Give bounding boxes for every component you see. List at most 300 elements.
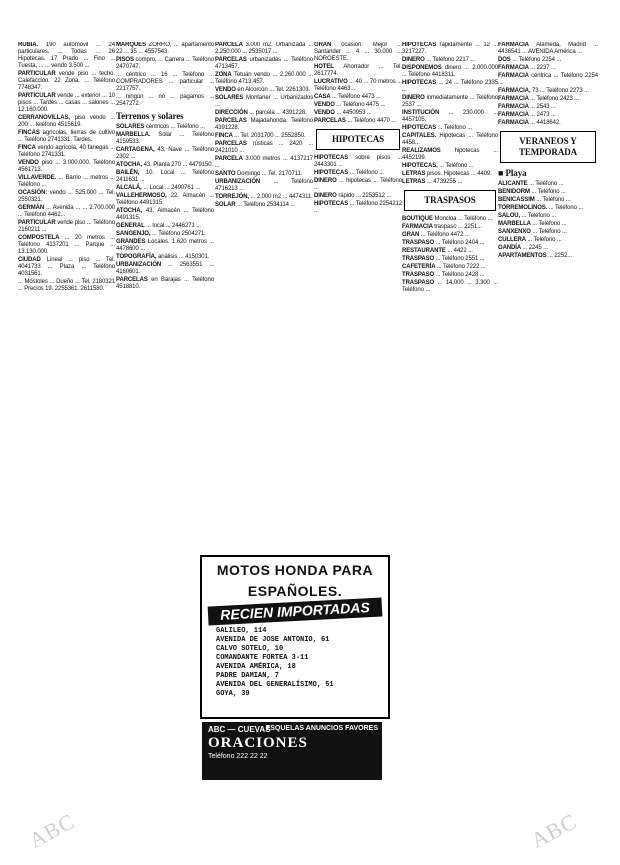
ad-keyword: COMPOSTELA <box>18 235 65 241</box>
ad-text: ... 40 ... 70 metros ... Teléfono 4463... <box>314 79 402 92</box>
ad-keyword: DINERO <box>314 193 339 199</box>
classified-ad <box>314 155 402 169</box>
ad-keyword: BENICASSIM <box>498 197 537 203</box>
ad-keyword: TRASPASO <box>402 256 436 262</box>
ad-keyword: GERMÁN <box>18 205 47 211</box>
ad-keyword: DISPONEMOS <box>402 65 445 71</box>
ad-text: vende ... exterior ... 10 pisos ... Tardes ... casas ... salones ... 12.160.000. <box>18 93 115 113</box>
ad-text: ... 2245 ... <box>522 245 548 251</box>
ad-text: ... Teléfono 4475 ... <box>336 102 386 108</box>
classified-ad <box>402 148 498 162</box>
ad-keyword: TOPOGRAFÍA, <box>116 254 159 260</box>
classified-ad <box>18 175 115 189</box>
ad-text: en Alcorcón ... Tel. 2261303. <box>237 87 311 93</box>
classified-ad <box>314 79 402 93</box>
ad-text: vendo ... 525.000 ... Tel. 2550321. <box>18 190 115 203</box>
ad-keyword: RUBIA. <box>18 42 46 48</box>
classified-ad <box>215 72 313 86</box>
classified-ad <box>402 80 498 94</box>
classified-ad <box>314 64 402 78</box>
ad-text: sobre pisos ... 2443301 ... <box>314 155 402 168</box>
classified-ad <box>498 112 598 119</box>
ad-keyword: TRASPASO <box>402 240 436 246</box>
ad-text: ... ningún ... no ... pagamos ... 2547272. <box>116 94 214 107</box>
ad-keyword: CIUDAD <box>18 257 47 263</box>
classified-ad <box>116 57 214 71</box>
classified-ad <box>498 197 598 204</box>
classified-ad <box>498 237 598 244</box>
ad-text: 10. Local ... Teléfono 2411631 ... <box>116 170 214 183</box>
ad-keyword: HIPOTECAS, <box>402 163 440 169</box>
ad-keyword: DINERO <box>402 95 427 101</box>
ad-keyword: FARMACIA <box>498 73 532 79</box>
ad-text: análisis ... 4150301. <box>158 254 210 260</box>
abc-watermark-left: ABC <box>24 808 80 853</box>
ad-text: ... Teléfono ... <box>349 170 384 176</box>
ad-keyword: VENDO <box>314 102 337 108</box>
classified-ad <box>215 141 313 155</box>
classified-ad <box>498 253 598 260</box>
ad-keyword: PARTICULAR <box>18 220 58 226</box>
ad-keyword: CARTAGENA, <box>116 147 158 153</box>
ad-keyword: DOS <box>498 57 513 63</box>
column-5 <box>402 42 498 842</box>
ad-keyword: SANXENXO <box>498 229 533 235</box>
ad-text: 22. Almacén ... Teléfono 4491315. <box>116 193 214 206</box>
ad-text: ... Teléfono 4473 ... <box>331 94 381 100</box>
classified-ad <box>116 185 214 192</box>
column-2 <box>116 42 214 842</box>
ad-keyword: FINCAS <box>18 130 43 136</box>
ad-text: 43. Planta 270 ... 4479150. <box>143 162 214 168</box>
ad-text: ... Teléfono 2217 ... <box>426 57 476 63</box>
classified-ad <box>402 125 498 132</box>
ad-keyword: PARCELAS <box>215 118 251 124</box>
honda-address: COMANDANTE FORTEA 3-11 <box>216 654 309 662</box>
classified-ad <box>402 42 498 56</box>
classified-ad <box>498 229 598 236</box>
classified-ad <box>116 239 214 253</box>
ad-keyword: APARTAMENTOS <box>498 253 549 259</box>
ad-keyword: PARCELAS <box>215 141 253 147</box>
ad-text: Majadahonda. Teléfono 4391228. <box>215 118 313 131</box>
ad-text: Montaner ... Urbanizados ... <box>215 95 313 108</box>
classified-ad <box>498 42 598 56</box>
classified-ad <box>116 208 214 222</box>
ad-text: ... 20 metros ... Teléfono 4137201 ... Parque ... 13.130.000. <box>18 235 115 255</box>
ad-keyword: HIPOTECAS <box>402 80 439 86</box>
abc-ad-top: ABC — CUEVAS <box>208 725 271 734</box>
ad-text: ... 14.000 ... 3.300 ... Teléfono ... <box>402 280 498 293</box>
section-box-veraneos: VERANEOS Y TEMPORADA <box>500 131 596 163</box>
classified-ad <box>402 248 498 255</box>
classified-ad <box>314 94 402 101</box>
ad-text: rápido ... 2253512 ... <box>338 193 392 199</box>
ad-keyword: DINERO <box>314 178 340 184</box>
classified-ad <box>215 87 313 94</box>
classified-ad <box>116 94 214 108</box>
ad-keyword: PARCELAS <box>215 57 250 63</box>
ad-text: rústicas ... 2420 ... 2421010 ... <box>215 141 313 154</box>
classified-ad <box>314 110 402 117</box>
ad-text: ocasión. Mejor ... Santander ... 4 ... 30.000 ... NOROESTE. <box>314 42 402 62</box>
classified-ad <box>116 170 214 184</box>
column-6 <box>498 42 598 842</box>
ad-keyword: CASA <box>314 94 332 100</box>
ad-keyword: GANDÍA <box>498 245 523 251</box>
ad-keyword: CAFETERÍA <box>402 264 437 270</box>
ad-text: vende piso ... techo. Calefacción. 22 Zona. ... Teléfono 7748347. <box>18 71 115 91</box>
ad-keyword: MARQUÉS <box>116 42 149 48</box>
ad-text: ... 24 ... Teléfono 2335 ... <box>402 80 498 93</box>
classified-ad <box>116 124 214 131</box>
ad-keyword: VENDO <box>215 87 238 93</box>
ad-text: ... Teléfono 2404 ... <box>435 240 485 246</box>
honda-address: GALILEO, 114 <box>216 627 267 635</box>
classified-ad <box>314 201 402 215</box>
ad-keyword: CULLERA <box>498 237 528 243</box>
classified-ad <box>498 96 598 103</box>
ad-text: Locales. 1.620 metros ... 4478600 ... <box>116 239 214 252</box>
column-1 <box>18 42 115 842</box>
ad-keyword: PARTICULAR <box>18 71 59 77</box>
ad-text: dinero ... 2.000.000 ... Teléfono 4418311. <box>402 65 498 78</box>
honda-ad-addresses <box>216 627 378 699</box>
ad-keyword: GRAN <box>314 42 342 48</box>
ad-keyword: TRASPASO <box>402 272 436 278</box>
ad-keyword: MARBELLA. <box>116 132 159 138</box>
ad-keyword: SALOU, <box>498 213 522 219</box>
ad-keyword: FARMACIA <box>498 120 531 126</box>
honda-ad-line1: MOTOS HONDA PARA <box>216 562 374 578</box>
classified-ad <box>116 147 214 161</box>
ad-keyword: FARMACIA <box>498 104 531 110</box>
classified-ad <box>215 179 313 193</box>
ad-text: ... Tel. 2031700 ... 2552850. <box>234 133 306 139</box>
ad-keyword: PARCELAS <box>314 118 348 124</box>
ad-text: pisos. Hipotecas ... 4409. <box>426 171 492 177</box>
classified-ad <box>116 254 214 261</box>
ad-text: 73 ... Teléfono 2273 ... <box>532 88 589 94</box>
ad-text: ... Barrio ... metros ... Teléfono ... <box>18 175 115 188</box>
ad-keyword: REALIZAMOS <box>402 148 455 154</box>
ad-text: ... 4450953 ... <box>336 110 372 116</box>
ad-keyword: CAPITALES. <box>402 133 440 139</box>
abc-watermark-right: ABC <box>526 808 582 853</box>
ad-keyword: LUCRATIVO <box>314 79 350 85</box>
ad-keyword: SOLARES <box>215 95 246 101</box>
ad-text: ... Teléfono ... <box>529 181 564 187</box>
ad-keyword: LETRAS <box>402 179 427 185</box>
classified-ad <box>402 133 498 147</box>
classified-ad <box>402 95 498 109</box>
ad-text: Domingo ... Tel. 2170711. <box>236 171 303 177</box>
ad-keyword: ATOCHA, <box>116 162 144 168</box>
ad-text: Tetuán vendo ... 2.260.000 ... Teléfono 4713.457. <box>215 72 313 85</box>
classified-ad <box>402 110 498 124</box>
ad-text: Lineal ... piso ... Tel. 4041733 ... Plaza ... Teléfono 4031561. <box>18 257 115 277</box>
honda-address: AVENIDA DE JOSE ANTONIO, 61 <box>216 636 330 644</box>
ad-text: ZORRO, ... apartamento 22 ... 35 ... 4557543. <box>116 42 214 55</box>
ad-text: hipotecas ... 4452199. <box>402 148 498 161</box>
ad-text: 3.000 m2. Urbanizada ... 2.250.000 ... 2535017 ... <box>215 42 313 55</box>
ad-text: ... 2563551 ... 4160601. <box>116 262 214 275</box>
ad-keyword: PARCELA <box>215 156 246 162</box>
classified-ad <box>18 235 115 256</box>
classified-ad <box>18 205 115 219</box>
ad-text: 3.000 metros ... 4137217 ... <box>215 156 313 169</box>
classified-ad <box>116 162 214 169</box>
ad-text: ... 4739255 ... <box>426 179 463 185</box>
ad-keyword: ALICANTE <box>498 181 530 187</box>
classified-ad <box>402 171 498 178</box>
honda-ad-line2: ESPAÑOLES. <box>247 583 343 599</box>
ad-text: ... Teléfono ... <box>437 125 472 131</box>
ad-text: ... Teléfono 4470 ... <box>347 118 397 124</box>
abc-oraciones-ad <box>202 722 382 780</box>
honda-ad-banner: RECIEN IMPORTADAS <box>208 597 383 625</box>
ad-keyword: INSTITUCIÓN <box>402 110 449 116</box>
ad-keyword: SOLARES <box>116 124 146 130</box>
ad-text: ... Local ... 2490761 ... <box>143 185 201 191</box>
section-heading-terrenos: Terrenos y solares <box>116 111 184 121</box>
classified-ad <box>402 163 498 170</box>
ad-text: ... Teléfono 2551 ... <box>435 256 485 262</box>
ad-keyword: URBANIZACIÓN <box>116 262 169 268</box>
classified-ad <box>314 42 402 63</box>
honda-address: AVENIDA DEL GENERALÍSIMO, 51 <box>216 681 334 689</box>
ad-text: urbanizadas ... Teléfono 4713457. <box>215 57 313 70</box>
ad-text: Solar ... Teléfono 4159533. <box>116 132 214 145</box>
ad-text: ... Teléfono 2254212 ... <box>314 201 402 214</box>
classified-ad <box>215 171 313 178</box>
ad-keyword: FINCA <box>215 133 235 139</box>
classified-ad <box>314 102 402 109</box>
ad-text: ... Móstoles ... Dueño ... Tel. 2180321 ... Precios 19. 2255361. 2611580. <box>18 279 115 292</box>
column-3 <box>215 42 313 597</box>
ad-text: ... 230.000 ... 4457105. <box>402 110 498 123</box>
classified-ad <box>498 104 598 111</box>
section-box-hipotecas: HIPOTECAS <box>316 129 400 150</box>
classified-ad <box>116 262 214 276</box>
ad-text: piso vendo ... 200 ... teléfono 4515619. <box>18 115 115 128</box>
ad-text: ... 4422 ... <box>447 248 473 254</box>
ad-text: Ahorrador ... Tel. 2617774. <box>314 64 402 77</box>
classified-ad <box>402 280 498 294</box>
ad-keyword: ATOCHA, <box>116 208 146 214</box>
ad-keyword: RESTAURANTE <box>402 248 448 254</box>
classified-ad <box>498 245 598 252</box>
classified-ad <box>498 205 598 212</box>
honda-address: PADRE DAMIAN, 7 <box>216 672 280 680</box>
classified-ad <box>215 194 313 201</box>
ad-text: traspaso ... 2251... <box>434 224 482 230</box>
ad-keyword: GRAN <box>402 232 421 238</box>
ad-keyword: FARMACIA <box>498 112 531 118</box>
ad-text: piso ... 3.000.000. Teléfono 4561713. <box>18 160 115 173</box>
ad-keyword: FINCA <box>18 145 38 151</box>
honda-ad <box>200 555 390 719</box>
ad-keyword: OCASIÓN: <box>18 190 50 196</box>
ad-text: ... Teléfono ... <box>532 229 567 235</box>
ad-text: ... Teléfono ... <box>521 213 556 219</box>
ad-keyword: TORREJÓN, <box>215 194 251 200</box>
ad-keyword: BOUTIQUE <box>402 216 435 222</box>
ad-text: ... Teléfono 7222 ... <box>436 264 486 270</box>
section-box-traspasos: TRASPASOS <box>404 190 496 211</box>
ad-keyword: ZONA <box>215 72 235 78</box>
ad-keyword: ALCALÁ, <box>116 185 144 191</box>
classified-ad <box>498 88 598 95</box>
ad-keyword: PARCELA <box>215 42 246 48</box>
ad-keyword: HOTEL <box>314 64 344 70</box>
classified-ad <box>498 65 598 72</box>
ad-text: ... Teléfono 4472 ... <box>420 232 470 238</box>
classified-ad <box>116 193 214 207</box>
ad-text: ... 2543 ... <box>530 104 556 110</box>
ad-keyword: FARMACIA <box>498 42 537 48</box>
ad-text: Moncloa ... Teléfono ... <box>434 216 493 222</box>
classified-ad <box>314 170 402 177</box>
ad-text: ... Teléfono ... <box>532 221 567 227</box>
ad-text: ... Teléfono 2254 ... <box>512 57 562 63</box>
classified-ad <box>215 95 313 109</box>
ad-text: ... 2252... <box>548 253 572 259</box>
ad-text: ... hipotecas ... Teléfono ... <box>314 178 402 191</box>
ad-text: ... parcela ... 4391228. <box>249 110 307 116</box>
classified-ad <box>402 240 498 247</box>
ad-keyword: HIPOTECAS <box>314 155 356 161</box>
ad-keyword: DINERO <box>402 57 427 63</box>
honda-address: CALVO SOTELO, 10 <box>216 645 284 653</box>
ad-keyword: PARCELAS <box>116 277 152 283</box>
classified-ad <box>402 179 498 186</box>
section-heading-playa: ■ Playa <box>498 168 527 178</box>
ad-keyword: VENDO <box>314 110 337 116</box>
ad-text: vendo agrícola, 40 fanegas ... Teléfono 2741331. <box>18 145 115 158</box>
classified-ad <box>215 156 313 170</box>
ad-text: ... Teléfono ... <box>548 205 584 211</box>
classified-ad <box>18 130 115 144</box>
classified-ad <box>18 279 115 293</box>
classified-ad <box>402 57 498 64</box>
classified-ad <box>18 71 115 92</box>
classified-ad <box>116 72 214 93</box>
classified-ad <box>498 221 598 228</box>
ad-keyword: URBANIZACIÓN <box>215 179 274 185</box>
classified-ad <box>18 145 115 159</box>
classified-ad <box>314 118 402 125</box>
ad-text: Alameda, Madrid ... 4436541 ... AVENIDA América ... <box>498 42 598 55</box>
classified-ad <box>18 115 115 129</box>
classified-ad <box>402 232 498 239</box>
classified-ad <box>116 132 214 146</box>
ad-keyword: TRASPASO <box>402 280 438 286</box>
classified-ad <box>498 57 598 64</box>
ad-keyword: VENDO <box>18 160 42 166</box>
classified-ad <box>314 193 402 200</box>
classified-ad <box>498 213 598 220</box>
classified-ad <box>402 264 498 271</box>
ad-keyword: PISOS <box>116 57 136 63</box>
ad-text: ... céntrico ... 16 ... Teléfono ... COMPRADORES ... particular ... 2217757. <box>116 72 214 92</box>
classified-ad <box>402 256 498 263</box>
classified-ad <box>215 133 313 140</box>
classified-ad <box>314 178 402 192</box>
ad-keyword: SOLAR <box>215 202 238 208</box>
ad-text: ... Teléfono 2428 ... <box>435 272 485 278</box>
ad-keyword: GENERAL <box>116 223 147 229</box>
ad-text: inmediatamente ... Teléfono 2537 ... <box>402 95 498 108</box>
classified-ad <box>18 42 115 70</box>
ad-text: ... Teléfono 2423 ... <box>530 96 580 102</box>
ad-text: céntricos ... Teléfono ... <box>145 124 205 130</box>
playa-label: Playa <box>505 168 527 178</box>
ad-text: ... 2.000 m2 ... 4474311. <box>250 194 313 200</box>
classified-ad <box>215 57 313 71</box>
classified-ad <box>18 160 115 174</box>
ad-keyword: MARBELLA <box>498 221 533 227</box>
ad-keyword: VALLEHERMOSO, <box>116 193 171 199</box>
classified-ad <box>215 118 313 132</box>
classified-ad <box>18 93 115 114</box>
ad-keyword: FARMACIA <box>498 65 531 71</box>
ad-text: ... Teléfono 2504271. <box>152 231 206 237</box>
ad-text: céntrica ... Teléfono 2254 ... <box>498 73 598 86</box>
ad-keyword: FARMACIA <box>498 96 531 102</box>
abc-ad-phone: Teléfono 222 22 22 <box>208 753 268 760</box>
ad-text: ... 2237 ... <box>530 65 556 71</box>
classified-ad <box>116 42 214 56</box>
ad-text: ... local ... 2446271 ... <box>146 223 201 229</box>
ad-text: ... Avenida ... ... 2.700.000 ... Teléfono 4462... <box>18 205 115 218</box>
classified-ad <box>402 65 498 79</box>
ad-text: ... 4418642. <box>530 120 561 126</box>
ad-text: Hipotecas ... Teléfono 4458... <box>402 133 498 146</box>
ad-keyword: TORREMOLINOS. <box>498 205 549 211</box>
classified-ad <box>498 73 598 87</box>
classified-ad <box>498 189 598 196</box>
classified-ad <box>498 120 598 127</box>
ad-keyword: FARMACIA <box>402 224 435 230</box>
ad-keyword: HIPOTECAS <box>402 42 440 48</box>
honda-address: AVENIDA AMÉRICA, 18 <box>216 663 296 671</box>
ad-keyword: HIPOTECAS <box>314 170 350 176</box>
classified-ad <box>18 220 115 234</box>
classified-ad <box>402 272 498 279</box>
ad-text: ... Teléfono ... <box>439 163 474 169</box>
ad-text: rápidamente ... 12 ... 3217227. <box>402 42 498 55</box>
honda-address: GOYA, 39 <box>216 690 250 698</box>
classified-ad <box>116 223 214 230</box>
ad-keyword: PARTICULAR <box>18 93 58 99</box>
abc-ad-title: ORACIONES <box>208 735 308 751</box>
ad-keyword: BENIDORM <box>498 189 532 195</box>
ad-keyword: CERRANOVILLAS, <box>18 115 75 121</box>
ad-text: compro, ... Carrera ... Teléfono 2470747. <box>116 57 214 70</box>
ad-keyword: BAILÉN, <box>116 170 146 176</box>
classified-ad <box>215 42 313 56</box>
classified-ad <box>402 216 498 223</box>
ad-text: 43, Nave ... Teléfono 2302 ... <box>116 147 214 160</box>
ad-text: ... 2473 ... <box>530 112 556 118</box>
ad-text: ... Teléfono 4716213 ... <box>215 179 313 192</box>
ad-keyword: SANGENJO, <box>116 231 153 237</box>
ad-text: vende piso ... Teléfono 2160211 ... <box>18 220 115 233</box>
ad-text: ... Teléfono ... <box>531 189 566 195</box>
ad-keyword: GRANDES <box>116 239 148 245</box>
ad-text: en Barajas ... Teléfono 4518810. <box>116 277 214 290</box>
